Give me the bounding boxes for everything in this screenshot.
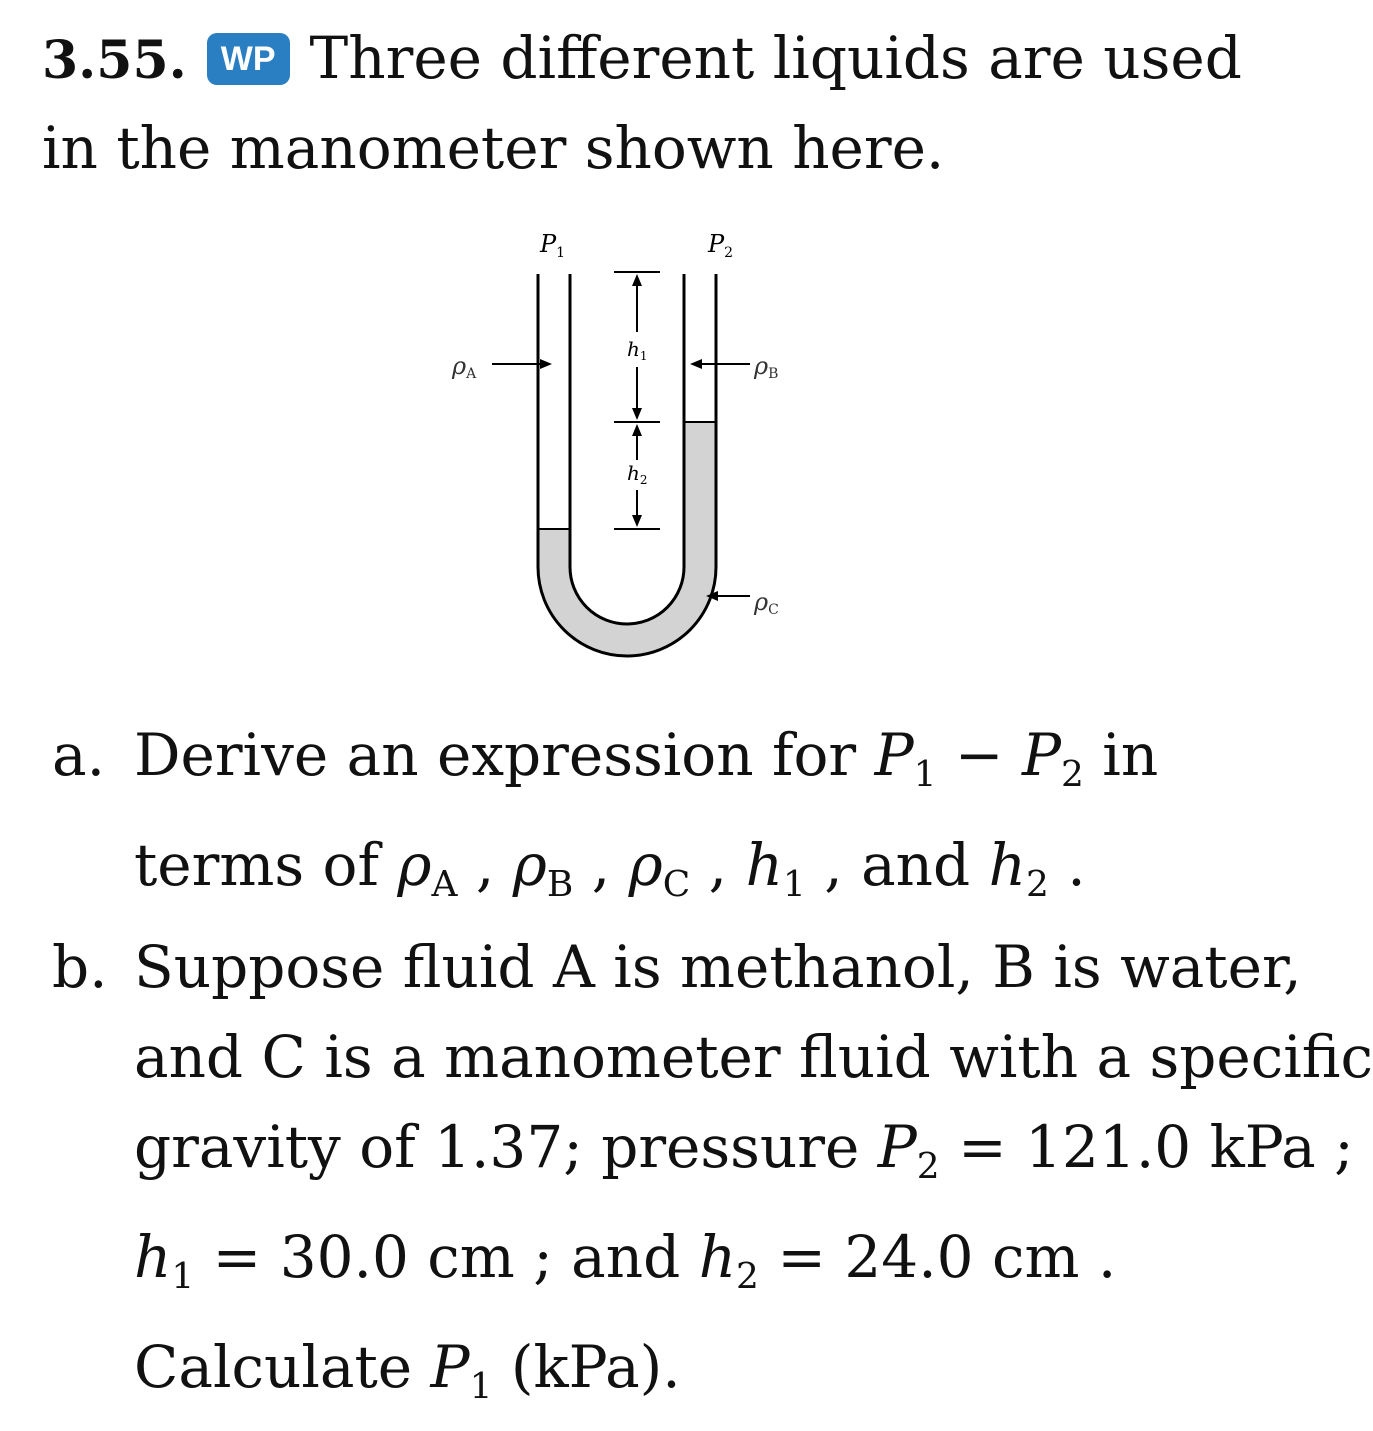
part-b-text: [134, 922, 1373, 1431]
problem-title: Three different liquids are used: [309, 24, 1242, 92]
h1-label: $h_1$: [627, 337, 648, 363]
part-b-line-5: Calculate $P_1$ (kPa).: [134, 1332, 681, 1407]
tube-inner: [570, 274, 684, 624]
part-b-line-1: Suppose fluid A is methanol, B is water,: [134, 933, 1302, 1001]
part-a-line-1: Derive an expression for $P_1 - P_2$ in: [134, 721, 1159, 795]
part-b-line-4: $h_1 = 30.0$ cm ; and $h_2 = 24.0$ cm .: [134, 1222, 1117, 1297]
wp-badge[interactable]: WP: [207, 33, 290, 85]
part-a-label: a.: [52, 721, 106, 789]
h2-label: $h_2$: [627, 461, 648, 487]
part-b-line-3: gravity of 1.37; pressure $P_2 = 121.0$ kPa ;: [134, 1113, 1354, 1187]
p2-label: $P_2$: [708, 230, 734, 261]
part-b-line-2: and C is a manometer fluid with a specific: [134, 1023, 1373, 1091]
rho-b-label: ρB: [754, 352, 779, 382]
part-b-label: b.: [52, 933, 108, 1001]
problem-number: 3.55.: [42, 30, 187, 91]
rho-a-label: ρA: [452, 352, 477, 382]
rho-c-label: ρC: [754, 588, 779, 618]
title-line-2: in the manometer shown here.: [42, 114, 945, 182]
title-line-1: [42, 18, 1242, 101]
manometer-diagram: [430, 222, 850, 682]
fluid-c: [538, 422, 716, 656]
part-a-text: [134, 710, 1274, 930]
part-a-line-2: terms of $\rho_A$ , $\rho_B$ , $\rho_C$ , $h_1$ , and $h_2$ .: [134, 830, 1086, 905]
p1-label: $P_1$: [540, 230, 566, 261]
